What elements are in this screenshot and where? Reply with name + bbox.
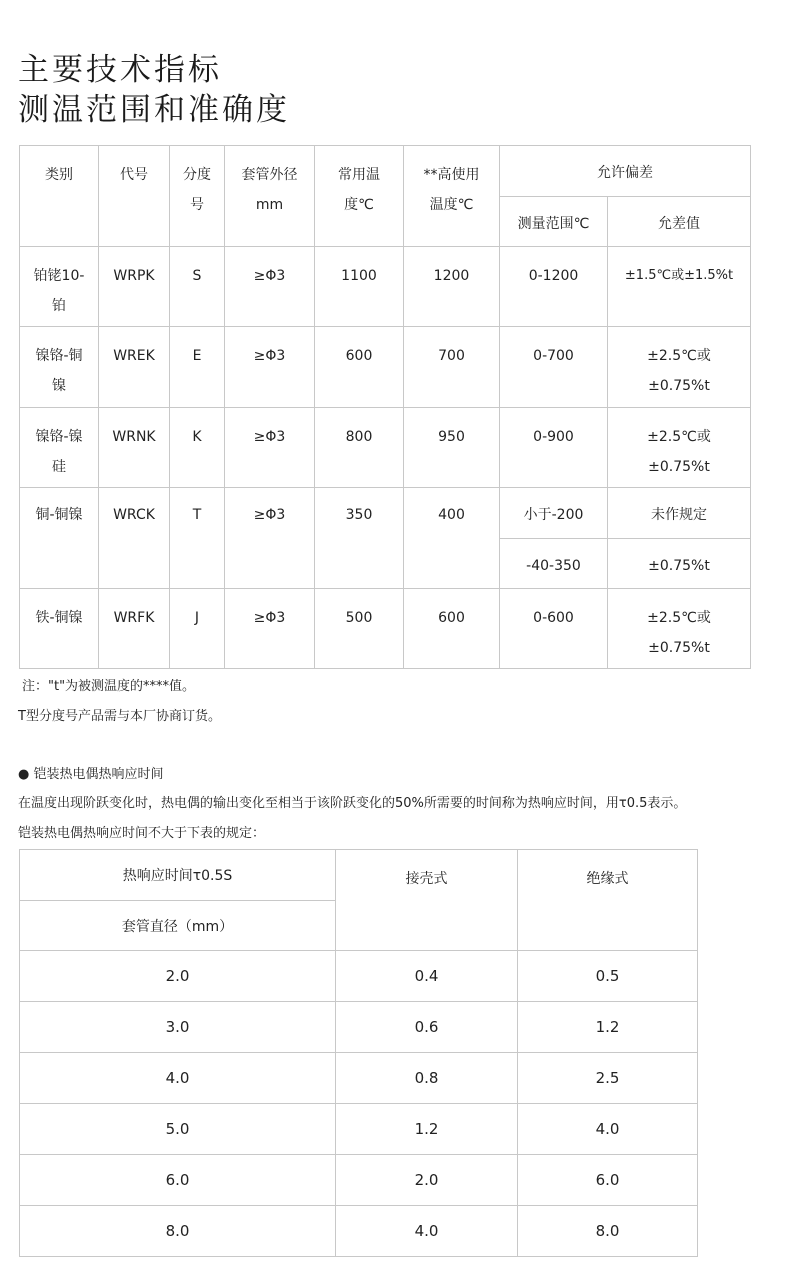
header-grounded: 接壳式 [336,850,518,951]
table-row: 铁-铜镍 WRFK J ≥Φ3 500 600 0-600 ±2.5℃或 ±0.75%t [20,589,751,669]
note-t: 注："t"为被测温度的****值。 [22,679,196,694]
header-allowance: 允差值 [608,197,751,247]
header-category: 类别 [20,146,99,247]
header-code: 代号 [99,146,170,247]
header-max-temp: **高使用 温度℃ [404,146,500,247]
header-tolerance: 允许偏差 [500,146,751,197]
accuracy-table [19,145,751,669]
table-row: 铂铑10- 铂 WRPK S ≥Φ3 1100 1200 0-1200 ±1.5℃或±1.5%t [20,247,751,327]
table-row: 4.0 0.8 2.5 [20,1053,698,1104]
page-subtitle: 测温范围和准确度 [18,92,290,128]
table-row: 8.0 4.0 8.0 [20,1206,698,1257]
table-row: 6.0 2.0 6.0 [20,1155,698,1206]
header-division: 分度 号 [170,146,225,247]
table-row: 镍铬-铜 镍 WREK E ≥Φ3 600 700 0-700 ±2.5℃或 ±0.75%t [20,327,751,408]
page-title: 主要技术指标 [18,52,222,88]
table-row: 3.0 0.6 1.2 [20,1002,698,1053]
section-paragraph: 铠装热电偶热响应时间不大于下表的规定： [18,826,266,841]
header-normal-temp: 常用温 度℃ [315,146,404,247]
header-diameter: 套管外径 mm [225,146,315,247]
section-paragraph: 在温度出现阶跃变化时，热电偶的输出变化至相当于该阶跃变化的50%所需要的时间称为热响应时间，用τ0.5表示。 [18,796,687,811]
header-insulated: 绝缘式 [518,850,698,951]
table-row: 镍铬-镍 硅 WRNK K ≥Φ3 800 950 0-900 ±2.5℃或 ±0.75%t [20,408,751,488]
table-row: 2.0 0.4 0.5 [20,951,698,1002]
response-time-table [19,849,698,1257]
header-range: 测量范围℃ [500,197,608,247]
table-row: 铜-铜镍 WRCK T ≥Φ3 350 400 小于-200 未作规定 [20,488,751,539]
header-diameter: 套管直径（mm） [20,901,336,951]
header-time: 热响应时间τ0.5S [20,850,336,901]
note-t-type: T型分度号产品需与本厂协商订货。 [18,709,221,724]
table-row: -40-350 ±0.75%t [20,539,751,589]
section-heading: ● 铠装热电偶热响应时间 [18,767,164,782]
table-row: 5.0 1.2 4.0 [20,1104,698,1155]
